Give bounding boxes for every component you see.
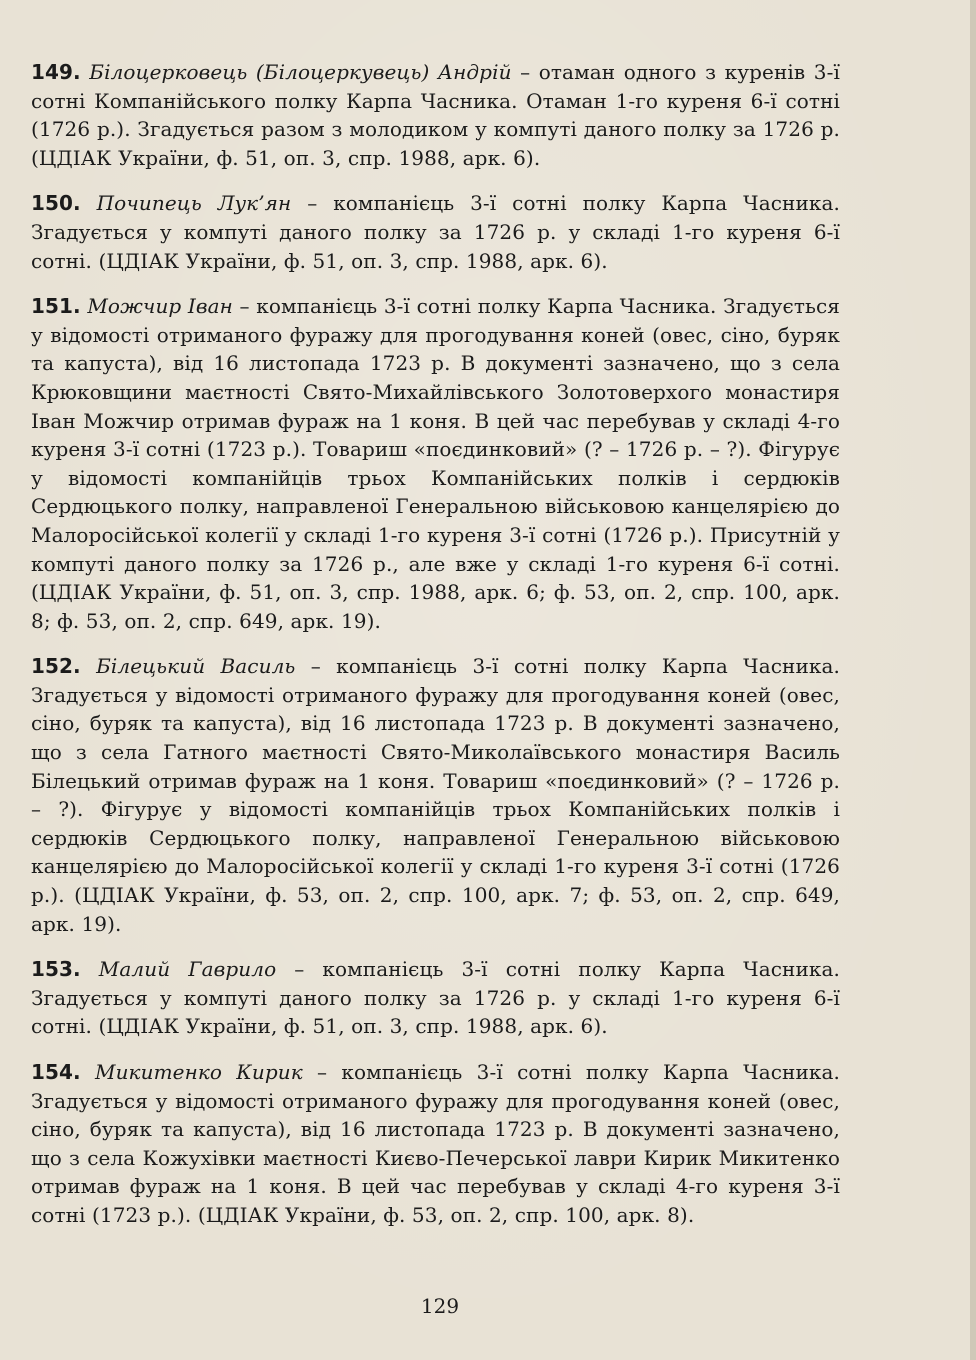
- entry-name: Малий Гаврило: [98, 957, 277, 982]
- entry-152: [31, 652, 840, 938]
- entry-151: [31, 292, 840, 635]
- entry-154: [31, 1058, 840, 1230]
- entry-number: 150.: [31, 191, 81, 216]
- entry-153: [31, 955, 840, 1041]
- entry-number: 154.: [31, 1060, 81, 1084]
- entry-name: Білецький Василь: [96, 654, 296, 679]
- entry-text: – отаман одного з куренів 3-ї сотні Компанійського полку Карпа Часника. Отаман 1-го куреня 6-ї сотні (1726 р.). Згадується разом з молодиком у компуті даного полку за 1726 р. (ЦДІАК України, ф. 51, оп. 3, спр. 1988, арк. 6).: [31, 60, 840, 170]
- page-body: [31, 58, 840, 1247]
- entry-name: Білоцерковець (Білоцеркувець) Андрій: [89, 60, 512, 84]
- entry-name: Почипець Лук’ян: [96, 191, 292, 216]
- entry-number: 153.: [31, 957, 81, 982]
- entry-name: Можчир Іван: [87, 294, 233, 319]
- entry-number: 151.: [31, 294, 81, 319]
- entry-text: – компанієць 3-ї сотні полку Карпа Часника. Згадується у компуті даного полку за 1726 р. у складі 1-го куреня 6-ї сотні. (ЦДІАК України, ф. 51, оп. 3, спр. 1988, арк. 6).: [31, 957, 840, 1039]
- entry-text: – компанієць 3-ї сотні полку Карпа Часника. Згадується у відомості отриманого фуражу для прогодування коней (овес, сіно, буряк та капуста), від 16 листопада 1723 р. В документі зазначено, що з села Крюковщини маєтності Свято-Михайлівського Золотоверхого монастиря Іван Можчир отримав фураж на 1 коня. В цей час перебував у складі 4-го куреня 3-ї сотні (1723 р.). Товариш «поєдинковий» (? – 1726 р. – ?). Фігурує у відомості компанійців трьох Компанійських полків і сердюків Сердюцького полку, направленої Генеральною військовою канцелярією до Малоросійської колегії у складі 1-го куреня 3-ї сотні (1726 р.). Присутній у компуті даного полку за 1726 р., але вже у складі 1-го куреня 6-ї сотні. (ЦДІАК України, ф. 51, оп. 3, спр. 1988, арк. 6; ф. 53, оп. 2, спр. 100, арк. 8; ф. 53, оп. 2, спр. 649, арк. 19).: [31, 294, 840, 633]
- entry-150: [31, 189, 840, 275]
- page-number: 129: [420, 1294, 460, 1318]
- entry-149: [31, 58, 840, 172]
- entry-name: Микитенко Кирик: [95, 1060, 303, 1084]
- entry-text: – компанієць 3-ї сотні полку Карпа Часника. Згадується у відомості отриманого фуражу для прогодування коней (овес, сіно, буряк та капуста), від 16 листопада 1723 р. В документі зазначено, що з села Гатного маєтності Свято-Миколаївського монастиря Василь Білецький отримав фураж на 1 коня. Товариш «поєдинковий» (? – 1726 р. – ?). Фігурує у відомості компанійців трьох Компанійських полків і сердюків Сердюцького полку, направленої Генеральною військовою канцелярією до Малоросійської колегії у складі 1-го куреня 3-ї сотні (1726 р.). (ЦДІАК України, ф. 53, оп. 2, спр. 100, арк. 7; ф. 53, оп. 2, спр. 649, арк. 19).: [31, 654, 840, 936]
- entry-text: – компанієць 3-ї сотні полку Карпа Часника. Згадується у компуті даного полку за 1726 р. у складі 1-го куреня 6-ї сотні. (ЦДІАК України, ф. 51, оп. 3, спр. 1988, арк. 6).: [31, 191, 840, 273]
- entry-number: 152.: [31, 654, 81, 679]
- entry-number: 149.: [31, 60, 81, 84]
- entry-text: – компанієць 3-ї сотні полку Карпа Часника. Згадується у відомості отриманого фуражу для прогодування коней (овес, сіно, буряк та капуста), від 16 листопада 1723 р. В документі зазначено, що з села Кожухівки маєтності Києво-Печерської лаври Кирик Микитенко отримав фураж на 1 коня. В цей час перебував у складі 4-го куреня 3-ї сотні (1723 р.). (ЦДІАК України, ф. 53, оп. 2, спр. 100, арк. 8).: [31, 1060, 840, 1227]
